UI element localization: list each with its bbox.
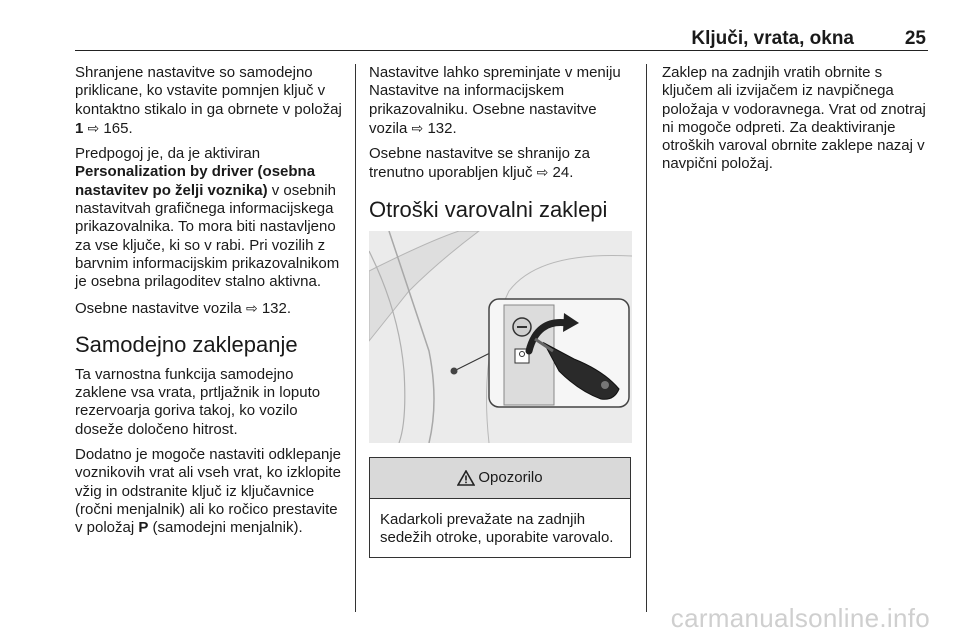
column-2 (369, 64, 633, 558)
paragraph-text: Ta varnostna funkcija samodejno zaklene vsa vrata, prtljažnik in loputo rezervoarja goriva takoj, ko vozilo doseže določeno hitrost. (75, 365, 321, 438)
paragraph (75, 145, 347, 291)
column-divider-2 (646, 64, 647, 612)
paragraph (75, 299, 347, 318)
column-divider-1 (355, 64, 356, 612)
section-heading: Samodejno zaklepanje (75, 331, 298, 357)
arrow-ref-icon: ⇨ (411, 119, 424, 136)
arrow-ref-icon: ⇨ (536, 164, 549, 181)
page-reference[interactable]: 24. (552, 164, 574, 182)
page-reference[interactable]: 165. (103, 119, 133, 137)
page-header (75, 28, 928, 50)
paragraph (75, 366, 347, 439)
warning-title: Opozorilo (478, 468, 543, 486)
paragraph-text: Nastavitve lahko spreminjate v meniju Nastavitve na informacijskem prikazovalniku. Osebne nastavitve vozila (369, 64, 621, 137)
warning-text: Kadarkoli prevažate na zadnjih sedežih otroke, uporabite varovalo. (380, 510, 614, 547)
page-number: 25 (904, 28, 926, 49)
paragraph-text: Osebne nastavitve se shranijo za trenutno uporabljen ključ (369, 145, 590, 182)
paragraph-text: Predpogoj je, da je aktiviran (75, 145, 261, 163)
paragraph-text: (samodejni menjalnik). (148, 519, 303, 537)
paragraph-text: Dodatno je mogoče nastaviti odklepanje voznikovih vrat ali vseh vrat, ko izklopite vžig in odstranite ključ iz ključavnice (ročni menjalnik) ali ko ročico prestavite v položaj (75, 446, 342, 537)
paragraph-text: Zaklep na zadnjih vratih obrnite s ključem ali izvijačem iz navpičnega položaja v vodoravnega. Vrat od znotraj ni mogoče odpreti. Za deaktiviranje otroških varoval obrnite zaklepe nazaj v navpični položaj. (662, 64, 926, 173)
menu-option-label: Personalization by driver (osebna nastavitev po želji voznika) (75, 163, 316, 199)
column-1 (75, 64, 347, 545)
paragraph (369, 145, 633, 183)
paragraph-text: v osebnih nastavitvah grafičnega informacijskega prikazovalnika. To mora biti nastavljeno za vse ključe, ki so v rabi. Pri vozilih z barvnim informacijskim prikazovalnikom je osebna prilagoditev stalno aktivna. (75, 181, 340, 291)
child-lock-illustration (369, 231, 632, 443)
paragraph (662, 64, 928, 174)
page-reference[interactable]: 132. (261, 299, 292, 317)
warning-box (369, 457, 631, 559)
warning-triangle-icon (457, 470, 475, 486)
paragraph (75, 64, 347, 138)
arrow-ref-icon: ⇨ (87, 119, 100, 136)
position-label: 1 (75, 119, 84, 137)
section-heading: Otroški varovalni zaklepi (369, 196, 608, 222)
arrow-ref-icon: ⇨ (245, 299, 258, 316)
paragraph (369, 64, 633, 138)
paragraph-text: Shranjene nastavitve so samodejno priklicane, ko vstavite pomnjen ključ v kontaktno stikalo in ga obrnete v položaj (75, 64, 342, 118)
page-reference[interactable]: 132. (427, 119, 457, 137)
paragraph-text: Osebne nastavitve vozila (75, 299, 246, 317)
lock-point-marker (451, 367, 458, 374)
column-3 (662, 64, 928, 181)
page-title: Ključi, vrata, okna (691, 28, 854, 49)
paragraph (75, 446, 347, 537)
warning-header (370, 458, 630, 499)
gear-position-label: P (138, 519, 149, 537)
header-rule (75, 50, 928, 51)
door-lock-figure (369, 231, 632, 443)
watermark: carmanualsonline.info (670, 603, 930, 633)
